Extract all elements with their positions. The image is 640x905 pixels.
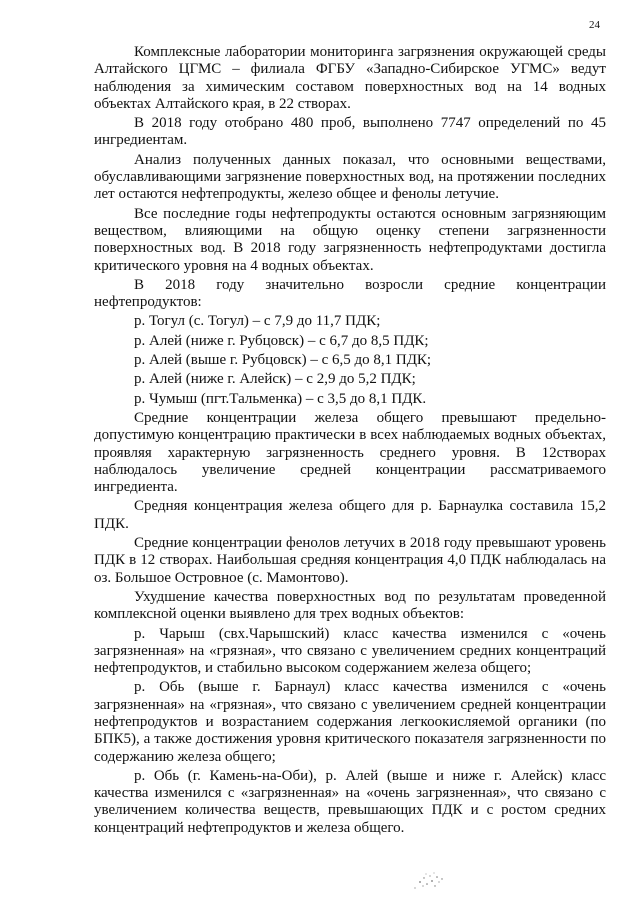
page-number: 24: [589, 19, 600, 31]
paragraph-intro: Комплексные лаборатории мониторинга загрязнения окружающей среды Алтайского ЦГМС – филиала ФГБУ «Западно-Сибирское УГМС» ведут наблюдения за химическим составом поверхностных вод на 14 водных объектах Алтайского края, в 22 створах.: [94, 44, 606, 112]
list-item: р. Алей (ниже г. Рубцовск) – с 6,7 до 8,5 ПДК;: [134, 332, 429, 349]
paragraph-phenols: Средние концентрации фенолов летучих в 2018 году превышают уровень ПДК в 12 створах. Наибольшая средняя концентрация 4,0 ПДК наблюдалась на оз. Большое Островное (с. Мамонтово).: [94, 535, 606, 586]
paragraph-ob-kamen: р. Обь (г. Камень-на-Оби), р. Алей (выше и ниже г. Алейск) класс качества изменился с «загрязненная» на «очень загрязненная», что связано с увеличением количества веществ, превышающих ПДК и с ростом средних концентраций нефтепродуктов и железа общего.: [94, 767, 606, 836]
scan-artifact: [412, 868, 452, 890]
list-item: р. Чумыш (пгт.Тальменка) – с 3,5 до 8,1 ПДК.: [134, 390, 427, 407]
paragraph-barnaulka: Средняя концентрация железа общего для р. Барнаулка составила 15,2 ПДК.: [94, 498, 606, 532]
paragraph-oil-increase: В 2018 году значительно возросли средние концентрации нефтепродуктов:: [94, 276, 606, 311]
paragraph-deterioration: Ухудшение качества поверхностных вод по результатам проведенной комплексной оценки выявлено для трех водных объектов:: [94, 588, 606, 623]
list-item: р. Алей (выше г. Рубцовск) – с 6,5 до 8,1 ПДК;: [134, 352, 432, 369]
document-body: [94, 44, 606, 839]
paragraph-samples: В 2018 году отобрано 480 проб, выполнено 7747 определений по 45 ингредиентам.: [94, 115, 606, 149]
paragraph-oil-products: Все последние годы нефтепродукты остаются основным загрязняющим веществом, влияющими на общую оценку степени загрязненности поверхностных вод. В 2018 году загрязненность нефтепродуктами достигла критического уровня на 4 водных объектах.: [94, 205, 606, 274]
paragraph-analysis: Анализ полученных данных показал, что основными веществами, обуславливающими загрязнение поверхностных вод, на протяжении последних лет остаются нефтепродукты, железо общее и фенолы летучие.: [94, 151, 606, 203]
paragraph-charysh: р. Чарыш (свх.Чарышский) класс качества изменился с «очень загрязненная» на «грязная», что связано с увеличением средних концентраций нефтепродуктов, и стабильно высоком содержанием железа общего;: [94, 625, 606, 677]
list-item: р. Алей (ниже г. Алейск) – с 2,9 до 5,2 ПДК;: [134, 371, 416, 388]
list-item: р. Тогул (с. Тогул) – с 7,9 до 11,7 ПДК;: [134, 313, 381, 330]
paragraph-iron: Средние концентрации железа общего превышают предельно-допустимую концентрацию практически в всех наблюдаемых водных объектах, проявляя характерную загрязненность среднего уровня. В 12створах наблюдалось увеличение средней концентрации рассматриваемого ингредиента.: [94, 409, 606, 496]
paragraph-ob-barnaul: р. Обь (выше г. Барнаул) класс качества изменился с «очень загрязненная» на «грязная», что связано с увеличением средней концентрации нефтепродуктов и возрастанием содержания легкоокисляемой органики (по БПК5), а также достижения уровня критического показателя загрязненности по содержанию железа общего;: [94, 679, 606, 765]
